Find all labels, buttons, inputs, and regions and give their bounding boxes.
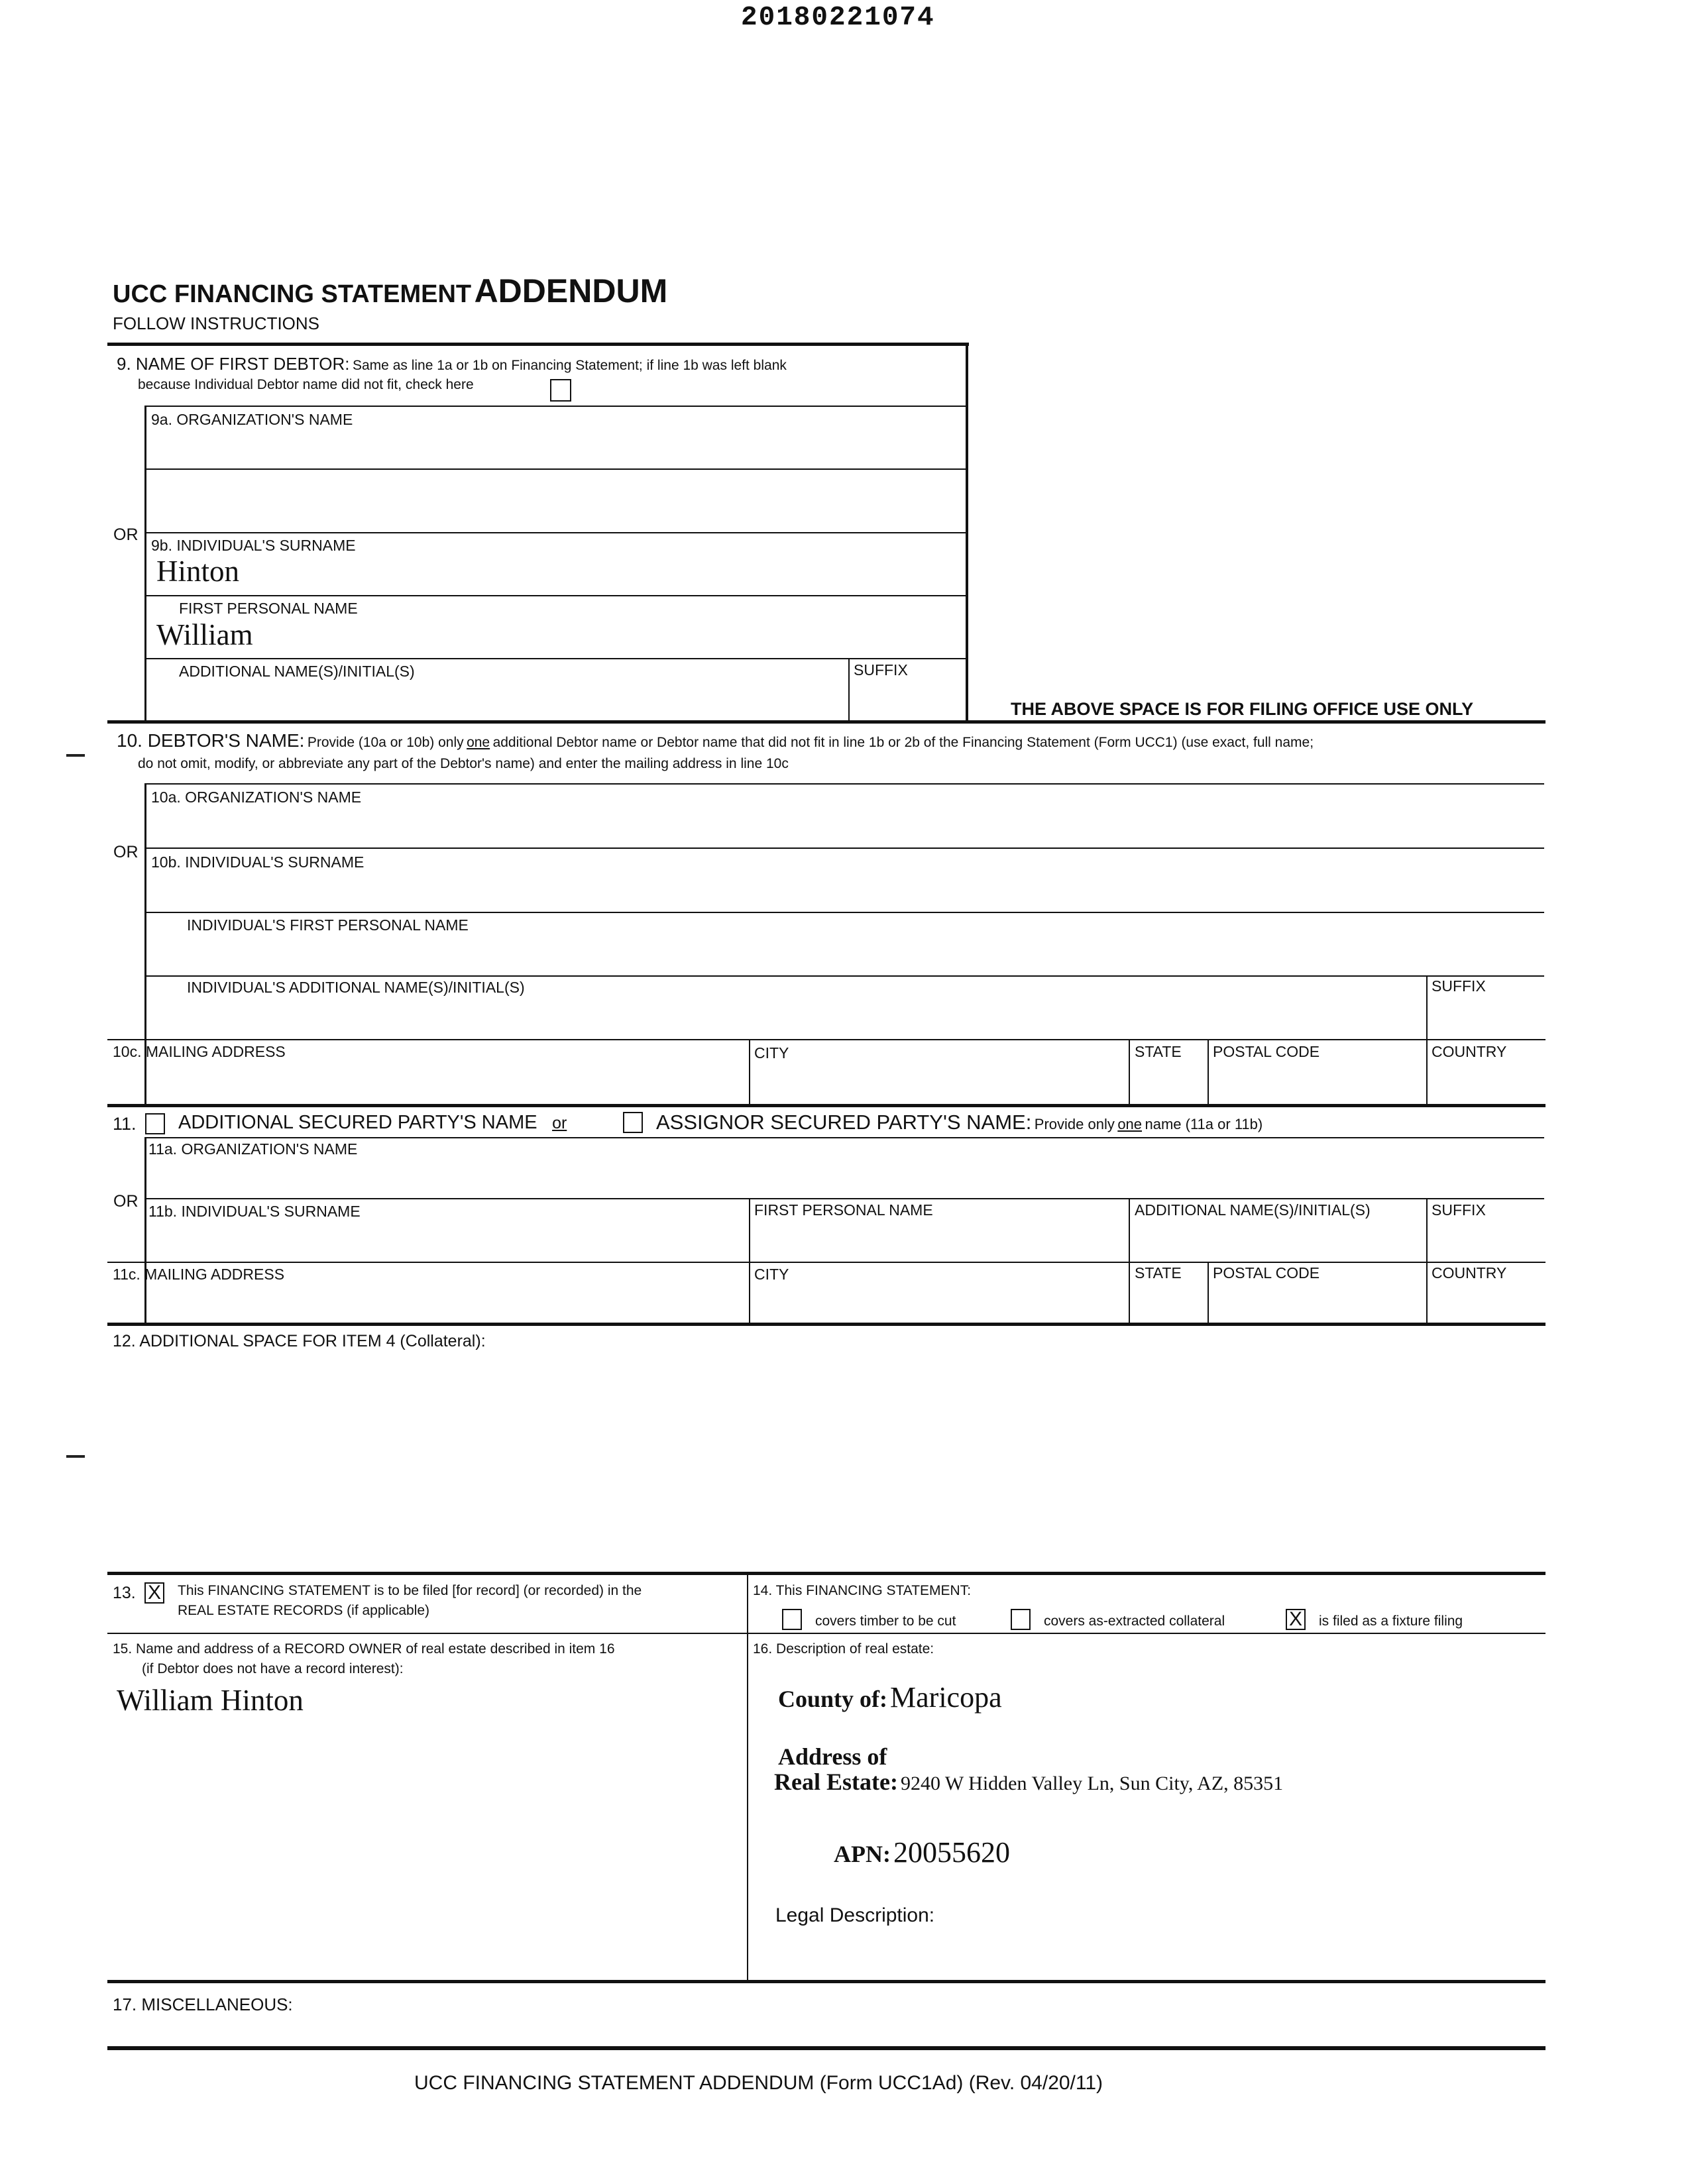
- additional-secured-party-label: ADDITIONAL SECURED PARTY'S NAME: [178, 1112, 537, 1133]
- document-number: 20180221074: [741, 3, 935, 33]
- county-value: Maricopa: [890, 1681, 1002, 1714]
- section-11-or-word: or: [552, 1114, 567, 1132]
- label-14: 14. This FINANCING STATEMENT:: [753, 1583, 972, 1598]
- follow-instructions: FOLLOW INSTRUCTIONS: [113, 313, 320, 333]
- section-10-note-2: do not omit, modify, or abbreviate any part of the Debtor's name) and enter the mailing address in line 10c: [138, 756, 789, 771]
- scan-mark: [66, 754, 85, 757]
- label-11a: 11a. ORGANIZATION'S NAME: [148, 1140, 358, 1158]
- section-11-heading: [178, 1112, 567, 1134]
- scan-mark: [66, 1455, 85, 1458]
- timber-option-label: covers timber to be cut: [815, 1613, 956, 1629]
- label-11-additional: ADDITIONAL NAME(S)/INITIAL(S): [1135, 1201, 1371, 1219]
- apn-value: 20055620: [893, 1836, 1010, 1869]
- apn-label: APN:: [834, 1841, 891, 1867]
- section-13-text-1: This FINANCING STATEMENT is to be filed [for record] (or recorded) in the: [178, 1583, 642, 1598]
- label-city-11: CITY: [754, 1266, 789, 1283]
- debtor-surname-value: Hinton: [156, 555, 240, 588]
- label-10c: 10c. MAILING ADDRESS: [113, 1043, 286, 1060]
- section-11-note-b: name (11a or 11b): [1145, 1116, 1263, 1132]
- label-state-11: STATE: [1135, 1264, 1182, 1282]
- fixture-filing-checkbox[interactable]: [1286, 1609, 1306, 1630]
- label-10-additional: INDIVIDUAL'S ADDITIONAL NAME(S)/INITIAL(S): [187, 979, 525, 996]
- address-label-1: Address of: [778, 1743, 887, 1770]
- address-field: [774, 1768, 1283, 1796]
- assignor-secured-party-checkbox[interactable]: [623, 1112, 643, 1133]
- section-13-number: 13.: [113, 1584, 136, 1602]
- label-postal-11: POSTAL CODE: [1213, 1264, 1320, 1282]
- county-label: County of:: [778, 1686, 888, 1712]
- legal-description-label: Legal Description:: [775, 1904, 935, 1926]
- assignor-secured-party-label: ASSIGNOR SECURED PARTY'S NAME:: [656, 1111, 1032, 1134]
- form-title-main: UCC FINANCING STATEMENT: [113, 280, 472, 308]
- label-country-10: COUNTRY: [1432, 1043, 1507, 1060]
- section-13-text-2: REAL ESTATE RECORDS (if applicable): [178, 1603, 430, 1618]
- section-11-heading-2: [656, 1111, 1263, 1134]
- label-10a: 10a. ORGANIZATION'S NAME: [151, 789, 362, 806]
- section-11-note-one: one: [1117, 1116, 1143, 1132]
- label-10-first-name: INDIVIDUAL'S FIRST PERSONAL NAME: [187, 916, 469, 934]
- or-label-10: OR: [113, 843, 139, 861]
- section-9-heading: [117, 354, 787, 374]
- label-17-miscellaneous: 17. MISCELLANEOUS:: [113, 1994, 293, 2014]
- record-owner-value: William Hinton: [117, 1684, 304, 1717]
- section-11-number: 11.: [113, 1114, 137, 1134]
- form-title-addendum: ADDENDUM: [474, 272, 668, 309]
- section-9-note-2: because Individual Debtor name did not fit, check here: [138, 377, 474, 392]
- real-estate-records-checkbox[interactable]: [144, 1582, 164, 1604]
- form-footer: UCC FINANCING STATEMENT ADDENDUM (Form UCC1Ad) (Rev. 04/20/11): [414, 2072, 1103, 2094]
- county-field: [778, 1680, 1002, 1714]
- label-additional-names: ADDITIONAL NAME(S)/INITIAL(S): [179, 663, 415, 680]
- address-value: 9240 W Hidden Valley Ln, Sun City, AZ, 85351: [900, 1773, 1284, 1794]
- section-10-heading: [117, 730, 1314, 751]
- label-first-personal-name: FIRST PERSONAL NAME: [179, 600, 358, 617]
- label-9b: 9b. INDIVIDUAL'S SURNAME: [151, 537, 356, 554]
- label-15-line-2: (if Debtor does not have a record interest):: [142, 1661, 404, 1676]
- form-title: [113, 272, 667, 310]
- label-suffix-11: SUFFIX: [1432, 1201, 1486, 1219]
- label-12-collateral: 12. ADDITIONAL SPACE FOR ITEM 4 (Collateral):: [113, 1332, 486, 1350]
- as-extracted-checkbox[interactable]: [1011, 1609, 1031, 1630]
- section-9-note: Same as line 1a or 1b on Financing Statement; if line 1b was left blank: [353, 358, 787, 373]
- label-postal-10: POSTAL CODE: [1213, 1043, 1320, 1060]
- section-11-note-a: Provide only: [1034, 1116, 1115, 1132]
- additional-secured-party-checkbox[interactable]: [145, 1113, 165, 1134]
- label-16: 16. Description of real estate:: [753, 1641, 934, 1657]
- label-city-10: CITY: [754, 1044, 789, 1062]
- label-country-11: COUNTRY: [1432, 1264, 1507, 1282]
- label-suffix-9: SUFFIX: [854, 661, 908, 679]
- section-10-note-b: additional Debtor name or Debtor name that did not fit in line 1b or 2b of the Financing Statement (Form UCC1) (use exact, full name;: [492, 735, 1314, 750]
- fixture-filing-option-label: is filed as a fixture filing: [1319, 1613, 1463, 1629]
- label-11b: 11b. INDIVIDUAL'S SURNAME: [148, 1203, 361, 1220]
- debtor-first-name-value: William: [156, 618, 253, 651]
- section-9-title: 9. NAME OF FIRST DEBTOR:: [117, 354, 350, 374]
- filing-office-note: THE ABOVE SPACE IS FOR FILING OFFICE USE ONLY: [1011, 699, 1474, 719]
- label-suffix-10: SUFFIX: [1432, 977, 1486, 995]
- as-extracted-option-label: covers as-extracted collateral: [1044, 1613, 1225, 1629]
- label-10b: 10b. INDIVIDUAL'S SURNAME: [151, 853, 365, 871]
- label-15-line-1: 15. Name and address of a RECORD OWNER of real estate described in item 16: [113, 1641, 615, 1657]
- or-label-11: OR: [113, 1192, 139, 1211]
- timber-checkbox[interactable]: [782, 1609, 802, 1630]
- address-label-2: Real Estate:: [774, 1769, 898, 1795]
- label-9a: 9a. ORGANIZATION'S NAME: [151, 411, 353, 428]
- label-11c: 11c. MAILING ADDRESS: [113, 1266, 285, 1283]
- section-10-title: 10. DEBTOR'S NAME:: [117, 730, 305, 751]
- first-debtor-checkbox[interactable]: [550, 379, 571, 402]
- or-label-9: OR: [113, 525, 139, 544]
- label-11-first-name: FIRST PERSONAL NAME: [754, 1201, 933, 1219]
- apn-field: [834, 1835, 1010, 1869]
- section-10-note-one: one: [467, 735, 490, 750]
- section-10-note-a: Provide (10a or 10b) only: [307, 735, 464, 750]
- label-state-10: STATE: [1135, 1043, 1182, 1060]
